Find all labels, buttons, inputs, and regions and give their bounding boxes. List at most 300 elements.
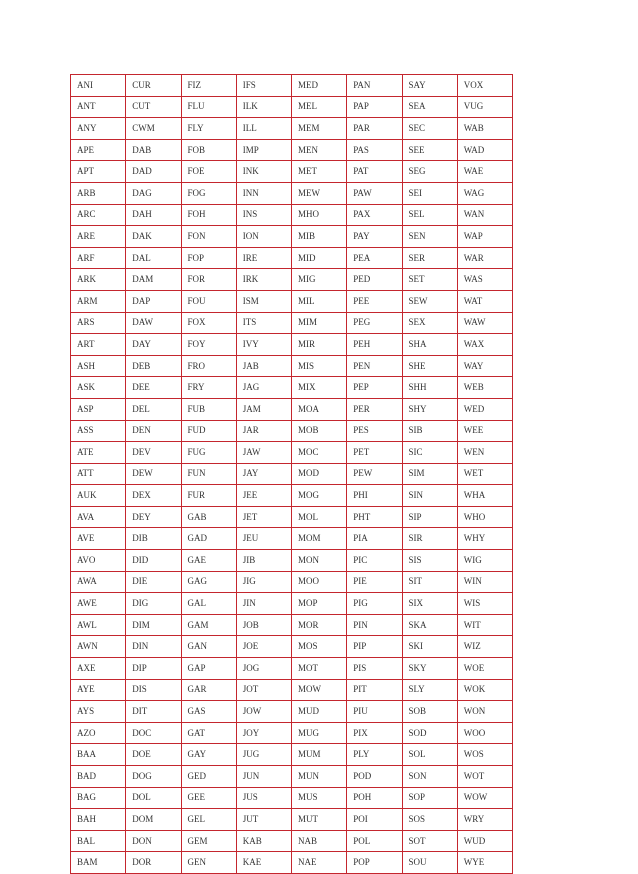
table-cell: FOH [181,204,236,226]
table-cell: ISM [236,290,291,312]
table-cell: DIT [126,701,181,723]
table-cell: BAM [71,852,126,874]
table-cell: WAE [457,161,512,183]
table-cell: DAB [126,139,181,161]
table-cell: SHE [402,355,457,377]
table-cell: FLY [181,118,236,140]
table-cell: ASH [71,355,126,377]
table-cell: DOE [126,744,181,766]
table-cell: WOO [457,722,512,744]
table-cell: DAH [126,204,181,226]
table-cell: FRY [181,377,236,399]
table-row [71,182,513,204]
table-cell: MOS [292,636,347,658]
table-row [71,442,513,464]
table-cell: MUN [292,766,347,788]
table-cell: GED [181,766,236,788]
table-cell: MOD [292,463,347,485]
table-cell: ANI [71,75,126,97]
table-cell: CWM [126,118,181,140]
table-cell: DEE [126,377,181,399]
table-cell: MIX [292,377,347,399]
table-cell: AXE [71,658,126,680]
table-cell: GAL [181,593,236,615]
table-cell: AZO [71,722,126,744]
table-cell: SHY [402,398,457,420]
table-cell: APE [71,139,126,161]
table-cell: FOX [181,312,236,334]
table-cell: BAL [71,830,126,852]
table-cell: WEN [457,442,512,464]
table-cell: DIN [126,636,181,658]
table-cell: POI [347,809,402,831]
table-cell: BAH [71,809,126,831]
table-cell: SIR [402,528,457,550]
table-cell: MOL [292,506,347,528]
table-cell: PAR [347,118,402,140]
table-cell: MOP [292,593,347,615]
table-cell: PES [347,420,402,442]
table-cell: DIE [126,571,181,593]
table-cell: FOG [181,182,236,204]
table-cell: DEN [126,420,181,442]
table-cell: ARE [71,226,126,248]
table-row [71,679,513,701]
table-row [71,96,513,118]
table-cell: AUK [71,485,126,507]
table-cell: GEE [181,787,236,809]
table-cell: SHA [402,334,457,356]
table-cell: JUN [236,766,291,788]
table-cell: GAE [181,550,236,572]
table-cell: PAT [347,161,402,183]
table-cell: SOD [402,722,457,744]
table-cell: WAR [457,247,512,269]
table-cell: DAM [126,269,181,291]
table-cell: ASP [71,398,126,420]
table-cell: FUG [181,442,236,464]
table-cell: PEA [347,247,402,269]
table-cell: FRO [181,355,236,377]
table-cell: SEG [402,161,457,183]
table-cell: POD [347,766,402,788]
table-cell: ION [236,226,291,248]
table-cell: NAB [292,830,347,852]
table-cell: SEL [402,204,457,226]
table-cell: PED [347,269,402,291]
table-cell: DON [126,830,181,852]
table-cell: ARK [71,269,126,291]
table-row [71,355,513,377]
table-cell: WIS [457,593,512,615]
table-cell: WAD [457,139,512,161]
table-cell: DOR [126,852,181,874]
table-cell: POP [347,852,402,874]
table-cell: FUN [181,463,236,485]
table-cell: DIB [126,528,181,550]
table-cell: MEN [292,139,347,161]
table-row [71,485,513,507]
table-cell: INN [236,182,291,204]
table-cell: WYE [457,852,512,874]
table-cell: ANY [71,118,126,140]
table-cell: SOU [402,852,457,874]
table-cell: WIG [457,550,512,572]
table-cell: PEP [347,377,402,399]
table-cell: PEW [347,463,402,485]
table-cell: PET [347,442,402,464]
table-cell: DAY [126,334,181,356]
table-row [71,377,513,399]
table-cell: SIP [402,506,457,528]
table-cell: SLY [402,679,457,701]
table-cell: DEV [126,442,181,464]
table-cell: GEL [181,809,236,831]
table-cell: ARM [71,290,126,312]
table-cell: POL [347,830,402,852]
table-cell: WED [457,398,512,420]
table-cell: MED [292,75,347,97]
table-row [71,528,513,550]
table-row [71,550,513,572]
table-cell: JAB [236,355,291,377]
table-cell: SIN [402,485,457,507]
table-cell: WRY [457,809,512,831]
table-cell: WHA [457,485,512,507]
table-cell: VUG [457,96,512,118]
table-cell: PHT [347,506,402,528]
table-cell: POH [347,787,402,809]
table-cell: AWA [71,571,126,593]
table-cell: PER [347,398,402,420]
table-cell: PIE [347,571,402,593]
table-cell: SEW [402,290,457,312]
table-cell: JAY [236,463,291,485]
table-row [71,506,513,528]
table-cell: BAD [71,766,126,788]
table-cell: WAN [457,204,512,226]
table-cell: SIT [402,571,457,593]
table-cell: JOB [236,614,291,636]
table-cell: JOE [236,636,291,658]
table-cell: DAP [126,290,181,312]
table-cell: FOB [181,139,236,161]
table-cell: PAN [347,75,402,97]
table-cell: AWN [71,636,126,658]
table-row [71,766,513,788]
table-cell: MET [292,161,347,183]
table-row [71,809,513,831]
table-cell: WAS [457,269,512,291]
table-cell: ASS [71,420,126,442]
table-cell: CUT [126,96,181,118]
table-cell: JIN [236,593,291,615]
table-row [71,658,513,680]
table-cell: JOW [236,701,291,723]
table-cell: DAD [126,161,181,183]
table-cell: WOK [457,679,512,701]
table-cell: WIZ [457,636,512,658]
table-cell: JUT [236,809,291,831]
table-cell: PAS [347,139,402,161]
table-cell: WAY [457,355,512,377]
table-cell: ASK [71,377,126,399]
table-row [71,787,513,809]
table-cell: JEU [236,528,291,550]
table-cell: GAG [181,571,236,593]
table-cell: DIG [126,593,181,615]
table-cell: WOS [457,744,512,766]
table-cell: MIB [292,226,347,248]
table-cell: SEI [402,182,457,204]
table-cell: WEB [457,377,512,399]
table-cell: JOT [236,679,291,701]
table-row [71,701,513,723]
table-row [71,118,513,140]
table-cell: MOB [292,420,347,442]
table-cell: SKY [402,658,457,680]
table-cell: SOP [402,787,457,809]
table-cell: IRE [236,247,291,269]
table-cell: MON [292,550,347,572]
table-cell: MEL [292,96,347,118]
table-cell: SKI [402,636,457,658]
table-cell: WAT [457,290,512,312]
table-cell: WAP [457,226,512,248]
table-cell: MOG [292,485,347,507]
table-cell: WET [457,463,512,485]
table-cell: MEM [292,118,347,140]
table-cell: SOB [402,701,457,723]
table-cell: GAR [181,679,236,701]
table-row [71,614,513,636]
word-table-body [71,75,513,874]
table-cell: PIA [347,528,402,550]
table-cell: MUT [292,809,347,831]
table-row [71,334,513,356]
table-cell: FOU [181,290,236,312]
table-row [71,722,513,744]
table-cell: MIG [292,269,347,291]
table-cell: WAW [457,312,512,334]
table-cell: MUD [292,701,347,723]
table-cell: ITS [236,312,291,334]
table-cell: PIT [347,679,402,701]
table-cell: DEL [126,398,181,420]
table-cell: MIM [292,312,347,334]
table-cell: DEW [126,463,181,485]
table-cell: BAG [71,787,126,809]
table-cell: MEW [292,182,347,204]
table-row [71,852,513,874]
table-cell: MIL [292,290,347,312]
table-row [71,269,513,291]
table-cell: DEX [126,485,181,507]
table-cell: SER [402,247,457,269]
table-cell: WHY [457,528,512,550]
table-row [71,312,513,334]
table-cell: DIP [126,658,181,680]
table-cell: PIN [347,614,402,636]
table-cell: MOR [292,614,347,636]
table-cell: MUS [292,787,347,809]
table-cell: GAT [181,722,236,744]
table-cell: DEY [126,506,181,528]
table-cell: JEE [236,485,291,507]
table-row [71,290,513,312]
table-cell: PIP [347,636,402,658]
table-cell: ARB [71,182,126,204]
table-cell: MOW [292,679,347,701]
table-cell: PLY [347,744,402,766]
table-cell: JIB [236,550,291,572]
table-cell: PEG [347,312,402,334]
table-cell: MOM [292,528,347,550]
table-cell: JUS [236,787,291,809]
table-cell: MID [292,247,347,269]
table-cell: AWL [71,614,126,636]
table-cell: FUB [181,398,236,420]
table-row [71,571,513,593]
table-cell: PAW [347,182,402,204]
table-cell: MOT [292,658,347,680]
table-cell: AYE [71,679,126,701]
table-cell: GAM [181,614,236,636]
table-row [71,593,513,615]
table-cell: PIC [347,550,402,572]
table-cell: SHH [402,377,457,399]
table-cell: SIM [402,463,457,485]
table-cell: MUM [292,744,347,766]
table-cell: JAW [236,442,291,464]
table-cell: JOY [236,722,291,744]
table-cell: FOY [181,334,236,356]
table-cell: ARC [71,204,126,226]
table-cell: DAK [126,226,181,248]
table-cell: AWE [71,593,126,615]
table-row [71,420,513,442]
table-cell: SEA [402,96,457,118]
table-cell: GEM [181,830,236,852]
table-cell: PAX [347,204,402,226]
table-cell: IMP [236,139,291,161]
table-cell: PEH [347,334,402,356]
table-cell: PIX [347,722,402,744]
table-cell: SON [402,766,457,788]
table-cell: MUG [292,722,347,744]
table-cell: GAB [181,506,236,528]
table-cell: SIC [402,442,457,464]
table-cell: PAP [347,96,402,118]
table-cell: JAG [236,377,291,399]
table-cell: FOE [181,161,236,183]
table-cell: WON [457,701,512,723]
table-cell: WIT [457,614,512,636]
table-cell: ANT [71,96,126,118]
table-row [71,463,513,485]
table-row [71,744,513,766]
table-cell: SAY [402,75,457,97]
table-cell: WUD [457,830,512,852]
table-cell: KAE [236,852,291,874]
table-cell: SEE [402,139,457,161]
table-cell: WIN [457,571,512,593]
table-row [71,139,513,161]
table-cell: JET [236,506,291,528]
table-cell: SET [402,269,457,291]
table-cell: ART [71,334,126,356]
table-cell: NAE [292,852,347,874]
table-cell: SIS [402,550,457,572]
table-cell: IRK [236,269,291,291]
table-row [71,830,513,852]
table-cell: WOT [457,766,512,788]
table-cell: FON [181,226,236,248]
table-cell: WOE [457,658,512,680]
table-cell: JAR [236,420,291,442]
table-cell: PIU [347,701,402,723]
word-table [70,74,513,874]
table-cell: JIG [236,571,291,593]
table-cell: GAY [181,744,236,766]
table-cell: JUG [236,744,291,766]
table-cell: KAB [236,830,291,852]
table-cell: PIG [347,593,402,615]
table-cell: MIS [292,355,347,377]
table-row [71,75,513,97]
table-cell: IVY [236,334,291,356]
table-row [71,398,513,420]
table-row [71,226,513,248]
table-cell: AVE [71,528,126,550]
table-cell: GAD [181,528,236,550]
table-row [71,247,513,269]
table-cell: MOC [292,442,347,464]
table-row [71,636,513,658]
table-row [71,204,513,226]
table-row [71,161,513,183]
table-cell: WEE [457,420,512,442]
table-cell: SEN [402,226,457,248]
table-cell: GAP [181,658,236,680]
table-cell: MIR [292,334,347,356]
table-cell: GAS [181,701,236,723]
table-cell: VOX [457,75,512,97]
table-cell: ATT [71,463,126,485]
table-cell: PAY [347,226,402,248]
table-cell: INS [236,204,291,226]
table-cell: FIZ [181,75,236,97]
table-cell: FOR [181,269,236,291]
table-cell: MOA [292,398,347,420]
table-cell: WHO [457,506,512,528]
table-cell: MHO [292,204,347,226]
table-cell: DAL [126,247,181,269]
table-cell: MOO [292,571,347,593]
table-cell: SIB [402,420,457,442]
table-cell: GAN [181,636,236,658]
table-cell: WOW [457,787,512,809]
table-cell: BAA [71,744,126,766]
table-cell: ARF [71,247,126,269]
table-cell: AYS [71,701,126,723]
table-cell: DEB [126,355,181,377]
table-cell: INK [236,161,291,183]
table-cell: ILK [236,96,291,118]
table-cell: ARS [71,312,126,334]
table-cell: DID [126,550,181,572]
table-cell: DOM [126,809,181,831]
